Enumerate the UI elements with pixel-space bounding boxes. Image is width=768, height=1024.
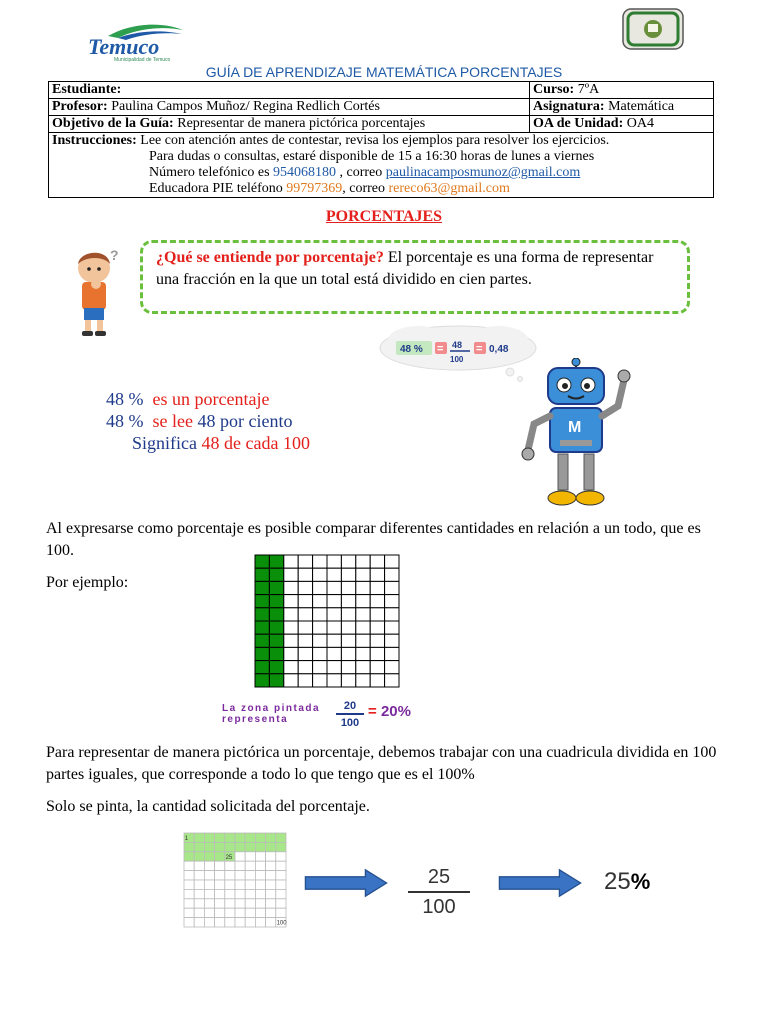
grid-cell-filled <box>255 568 269 581</box>
instructions-line2: Para dudas o consultas, estaré disponible de 15 a 16:30 horas de lunes a viernes <box>149 149 595 164</box>
grid-cell <box>370 608 384 621</box>
grid-cell <box>235 889 245 898</box>
grid-cell <box>284 661 298 674</box>
grid-cell <box>255 871 265 880</box>
student-cell <box>49 82 530 99</box>
grid-cell-filled <box>235 842 245 851</box>
grid-cell <box>266 880 276 889</box>
grid-cell <box>356 581 370 594</box>
grid-cell-filled <box>194 842 204 851</box>
grid-cell-filled <box>245 842 255 851</box>
grid-cell <box>356 647 370 660</box>
grid-cell <box>385 621 399 634</box>
grid-cell <box>225 880 235 889</box>
grid-cell <box>235 861 245 870</box>
grid-cell <box>225 889 235 898</box>
grid-cell <box>184 889 194 898</box>
grid-cell <box>204 918 214 927</box>
grid-cell-filled <box>269 621 283 634</box>
grid-cell <box>245 899 255 908</box>
grid-cell <box>284 595 298 608</box>
grid-cell-filled <box>235 833 245 842</box>
grid-cell <box>245 889 255 898</box>
grid-cell-filled <box>255 842 265 851</box>
grid-cell <box>327 555 341 568</box>
grid-cell <box>341 581 355 594</box>
teacher-cell <box>49 99 530 116</box>
objective-cell <box>49 116 530 133</box>
grid-cell-filled <box>215 852 225 861</box>
l3-text: Significa <box>132 433 197 453</box>
grid-cell <box>370 595 384 608</box>
grid-cell <box>356 608 370 621</box>
subject-label: Asignatura: <box>533 99 605 114</box>
grid-cell <box>370 568 384 581</box>
instructions-cell <box>49 133 714 198</box>
grid-cell <box>235 918 245 927</box>
section-title: PORCENTAJES <box>325 208 443 225</box>
grid-cell <box>184 899 194 908</box>
pie-phone: 99797369 <box>286 181 343 196</box>
teacher-label: Profesor: <box>52 99 108 114</box>
grid-cell <box>204 871 214 880</box>
grid-cell <box>245 861 255 870</box>
line-means <box>106 432 310 454</box>
grid-cell <box>255 918 265 927</box>
grid-cell <box>313 595 327 608</box>
grid-cell <box>385 581 399 594</box>
document-title: GUÍA DE APRENDIZAJE MATEMÁTICA PORCENTAJES <box>205 64 563 80</box>
grid-cell <box>370 674 384 687</box>
student-label: Estudiante: <box>52 82 122 97</box>
grid-cell <box>245 852 255 861</box>
objective-label: Objetivo de la Guía: <box>52 116 174 131</box>
caption-equals: = <box>368 703 377 720</box>
grid-cell <box>204 880 214 889</box>
l1-value: 48 % <box>106 389 144 409</box>
grid-cell-filled <box>266 833 276 842</box>
grid-cell <box>298 595 312 608</box>
grid-cell-filled <box>215 833 225 842</box>
subject-value: Matemática <box>608 99 675 114</box>
grid-cell-filled <box>269 647 283 660</box>
grid-cell <box>215 880 225 889</box>
grid-cell <box>313 568 327 581</box>
grid-cell <box>255 908 265 917</box>
grid-cell-filled <box>184 842 194 851</box>
result-numerator: 25 <box>408 866 470 893</box>
grid-cell <box>313 674 327 687</box>
temuco-logo-word: Temuco <box>88 34 160 59</box>
grid-cell <box>313 634 327 647</box>
grid-cell <box>313 581 327 594</box>
grid-cell-filled <box>269 661 283 674</box>
grid-cell <box>341 661 355 674</box>
grid-cell <box>298 555 312 568</box>
grid-cell-filled <box>194 852 204 861</box>
grid-cell <box>298 621 312 634</box>
caption-fraction <box>336 700 364 729</box>
grid-label-25: 25 <box>225 854 233 861</box>
grid-cell-filled <box>269 555 283 568</box>
grid-cell <box>313 621 327 634</box>
cloud-pct: 48 % <box>400 344 423 355</box>
grid-cell <box>341 568 355 581</box>
teacher-email-link[interactable]: paulinacamposmunoz@gmail.com <box>385 165 581 180</box>
grid-cell <box>276 861 286 870</box>
grid-cell <box>194 908 204 917</box>
pie-prefix: Educadora PIE teléfono <box>149 181 287 196</box>
l2-value: 48 % <box>106 411 144 431</box>
thinking-kid-illustration <box>60 240 140 340</box>
grid-cell <box>194 871 204 880</box>
grid-cell <box>235 852 245 861</box>
grid-cell <box>298 674 312 687</box>
grid-cell <box>235 871 245 880</box>
grid-twenty-five-percent <box>183 832 289 935</box>
grid-cell <box>385 608 399 621</box>
grid-cell <box>356 634 370 647</box>
grid-cell <box>341 608 355 621</box>
grid-cell-filled <box>266 842 276 851</box>
grid-cell <box>313 608 327 621</box>
grid-cell <box>184 861 194 870</box>
pie-email-prefix: , correo <box>342 181 389 196</box>
grid-cell <box>385 661 399 674</box>
robot-illustration <box>510 358 650 518</box>
subject-cell <box>530 99 714 116</box>
grid-cell <box>327 674 341 687</box>
grid-cell <box>284 581 298 594</box>
phone-prefix: Número telefónico es <box>149 165 274 180</box>
grid-cell <box>266 908 276 917</box>
grid-cell-filled <box>245 833 255 842</box>
question-mark-icon: ? <box>110 247 119 263</box>
course-label: Curso: <box>533 82 575 97</box>
for-example-label: Por ejemplo: <box>46 574 129 591</box>
caption-line2: representa <box>222 714 289 725</box>
course-value: 7ºA <box>577 82 600 97</box>
result-pct-number: 25 <box>604 868 631 895</box>
percentage-explanation <box>106 388 310 454</box>
grid-cell <box>327 568 341 581</box>
grid-cell <box>276 852 286 861</box>
grid-cell <box>266 889 276 898</box>
course-cell <box>530 82 714 99</box>
grid-cell <box>298 568 312 581</box>
grid-cell <box>255 899 265 908</box>
grid-cell <box>255 880 265 889</box>
paragraph-compare: Al expresarse como porcentaje es posible comparar diferentes cantidades en relación a un todo, que es 100. <box>46 520 701 559</box>
grid-cell <box>225 871 235 880</box>
grid-cell <box>225 899 235 908</box>
grid-cell <box>385 634 399 647</box>
grid-cell <box>284 634 298 647</box>
l1-text: es un porcentaje <box>152 389 270 409</box>
paragraph-grid-explanation: Para representar de manera pictórica un porcentaje, debemos trabajar con una cuadricula dividida en 100 partes iguales, que corresponde a todo lo que tengo que es el 100% <box>46 744 717 783</box>
grid-label-100: 100 <box>276 920 287 927</box>
result-denominator: 100 <box>422 896 456 918</box>
grid-cell <box>356 661 370 674</box>
grid-cell <box>194 889 204 898</box>
grid-cell <box>266 871 276 880</box>
grid-cell-filled <box>255 634 269 647</box>
grid-cell <box>215 918 225 927</box>
grid-cell <box>370 634 384 647</box>
grid-cell-filled <box>215 842 225 851</box>
l3-value: 48 de cada 100 <box>201 433 310 453</box>
grid-cell <box>245 880 255 889</box>
result-fraction <box>408 866 470 919</box>
grid-cell <box>204 899 214 908</box>
grid-cell-filled <box>204 833 214 842</box>
grid-cell-filled <box>269 568 283 581</box>
grid-cell <box>313 661 327 674</box>
grid-cell-filled <box>255 595 269 608</box>
grid-cell <box>225 918 235 927</box>
temuco-logo <box>78 20 188 64</box>
grid-cell <box>225 861 235 870</box>
temuco-logo-subtext: Municipalidad de Temuco <box>114 57 171 63</box>
grid-cell <box>327 621 341 634</box>
grid-cell <box>184 908 194 917</box>
student-info-table <box>48 81 714 198</box>
grid-cell <box>184 880 194 889</box>
grid-cell <box>194 880 204 889</box>
grid-cell-filled <box>204 852 214 861</box>
paragraph-only-paint: Solo se pinta, la cantidad solicitada del porcentaje. <box>46 798 370 815</box>
grid-cell <box>204 908 214 917</box>
contact-line <box>52 165 710 181</box>
grid-cell <box>184 871 194 880</box>
grid-cell-filled <box>255 833 265 842</box>
oa-cell <box>530 116 714 133</box>
grid-cell <box>385 555 399 568</box>
l2-number: 48 <box>197 411 216 431</box>
grid-cell-filled <box>255 661 269 674</box>
grid-cell-filled <box>276 833 286 842</box>
email-prefix: , correo <box>336 165 386 180</box>
cloud-decimal: 0,48 <box>489 344 509 355</box>
cloud-num: 48 <box>452 340 463 350</box>
grid-cell <box>184 918 194 927</box>
grid-cell <box>327 581 341 594</box>
grid-cell-filled <box>255 647 269 660</box>
l2-words: por ciento <box>219 411 293 431</box>
grid-cell <box>276 908 286 917</box>
grid-cell <box>341 647 355 660</box>
grid-cell <box>245 918 255 927</box>
grid-cell <box>194 899 204 908</box>
grid-cell <box>255 852 265 861</box>
grid-cell <box>327 634 341 647</box>
grid-cell <box>215 889 225 898</box>
grid-cell <box>276 871 286 880</box>
grid-label-first: 1 <box>184 836 189 842</box>
grid-cell <box>356 568 370 581</box>
grid-cell <box>284 608 298 621</box>
grid-cell <box>341 634 355 647</box>
grid-cell <box>255 889 265 898</box>
grid-cell-filled <box>276 842 286 851</box>
grid-cell-filled <box>194 833 204 842</box>
grid-cell <box>370 555 384 568</box>
grid-cell <box>276 889 286 898</box>
grid-cell <box>341 621 355 634</box>
grid-cell <box>341 674 355 687</box>
cloud-eq1: = <box>437 343 444 355</box>
grid-cell <box>225 908 235 917</box>
grid-cell <box>298 647 312 660</box>
grid-cell <box>341 595 355 608</box>
grid-cell-filled <box>255 608 269 621</box>
grid-cell <box>298 634 312 647</box>
caption-denominator: 100 <box>340 717 360 729</box>
grid-cell <box>276 880 286 889</box>
grid-cell <box>370 621 384 634</box>
grid-caption <box>222 703 320 725</box>
grid-cell <box>215 861 225 870</box>
instructions-label: Instrucciones: <box>52 133 137 148</box>
grid-cell-filled <box>269 674 283 687</box>
cloud-eq2: = <box>476 343 483 355</box>
oa-label: OA de Unidad: <box>533 116 624 131</box>
grid-cell-filled <box>184 852 194 861</box>
grid-cell <box>385 674 399 687</box>
teacher-value: Paulina Campos Muñoz/ Regina Redlich Cortés <box>111 99 380 114</box>
grid-cell <box>356 621 370 634</box>
arrow-right-icon-2 <box>492 868 588 903</box>
grid-cell <box>327 647 341 660</box>
grid-cell <box>266 852 276 861</box>
grid-cell <box>266 861 276 870</box>
caption-line1: La zona pintada <box>222 703 321 714</box>
grid-cell <box>356 674 370 687</box>
grid-cell-filled <box>269 634 283 647</box>
grid-cell <box>245 908 255 917</box>
grid-cell <box>327 661 341 674</box>
grid-cell <box>255 861 265 870</box>
grid-cell <box>284 674 298 687</box>
arrow-right-icon <box>298 868 394 903</box>
grid-cell-filled <box>255 555 269 568</box>
grid-cell <box>215 899 225 908</box>
grid-cell <box>235 908 245 917</box>
oa-value: OA4 <box>626 116 654 131</box>
grid-cell <box>327 608 341 621</box>
grid-cell <box>341 555 355 568</box>
grid-cell <box>385 647 399 660</box>
definition-question: ¿Qué se entiende por porcentaje? <box>156 249 384 266</box>
grid-cell <box>215 908 225 917</box>
line-reads-as <box>106 410 310 432</box>
grid-cell <box>370 647 384 660</box>
caption-percent: 20% <box>380 703 411 720</box>
grid-cell <box>204 861 214 870</box>
grid-cell <box>284 568 298 581</box>
grid-cell-filled <box>255 621 269 634</box>
grid-cell <box>356 595 370 608</box>
grid-cell-filled <box>255 674 269 687</box>
grid-cell-filled <box>269 608 283 621</box>
result-pct-sign: % <box>630 869 651 894</box>
grid-cell <box>385 595 399 608</box>
grid-cell <box>284 555 298 568</box>
grid-cell <box>245 871 255 880</box>
grid-cell <box>284 647 298 660</box>
grid-cell <box>298 581 312 594</box>
grid-twenty-percent <box>254 554 400 693</box>
result-percentage <box>604 868 650 896</box>
grid-cell <box>370 661 384 674</box>
line-is-percentage <box>106 388 310 410</box>
l2-text: se lee <box>152 411 193 431</box>
grid-cell <box>385 568 399 581</box>
grid-cell <box>194 861 204 870</box>
grid-cell <box>356 555 370 568</box>
grid-cell <box>284 621 298 634</box>
cloud-den: 100 <box>450 355 464 364</box>
grid-cell <box>313 647 327 660</box>
grid-cell <box>235 899 245 908</box>
grid-cell-filled <box>255 581 269 594</box>
pie-email: rereco63@gmail.com <box>388 181 510 196</box>
grid-cell <box>327 595 341 608</box>
grid-cell <box>313 555 327 568</box>
grid-cell <box>298 661 312 674</box>
definition-answer: El porcentaje es una forma de representar una fracción en la que un total está dividido en cien partes. <box>156 249 654 288</box>
grid-cell <box>266 899 276 908</box>
grid-cell-filled <box>225 833 235 842</box>
grid-cell-filled <box>225 842 235 851</box>
grid-cell-filled <box>269 581 283 594</box>
grid-cell <box>370 581 384 594</box>
instructions-line1: Lee con atención antes de contestar, revisa los ejemplos para resolver los ejercicios. <box>140 133 610 148</box>
school-seal-logo <box>622 8 684 50</box>
robot-letter: M <box>568 419 582 436</box>
phone-number: 954068180 <box>273 165 337 180</box>
grid-cell <box>298 608 312 621</box>
caption-numerator: 20 <box>336 700 364 715</box>
grid-cell-filled <box>269 595 283 608</box>
objective-value: Representar de manera pictórica porcentajes <box>177 116 426 131</box>
grid-cell-filled <box>204 842 214 851</box>
grid-cell <box>215 871 225 880</box>
caption-result <box>368 703 411 720</box>
grid-cell <box>204 889 214 898</box>
definition-text <box>156 247 676 291</box>
grid-cell <box>266 918 276 927</box>
grid-cell <box>276 899 286 908</box>
grid-cell <box>235 880 245 889</box>
grid-cell <box>194 918 204 927</box>
pie-contact-line <box>52 181 710 197</box>
